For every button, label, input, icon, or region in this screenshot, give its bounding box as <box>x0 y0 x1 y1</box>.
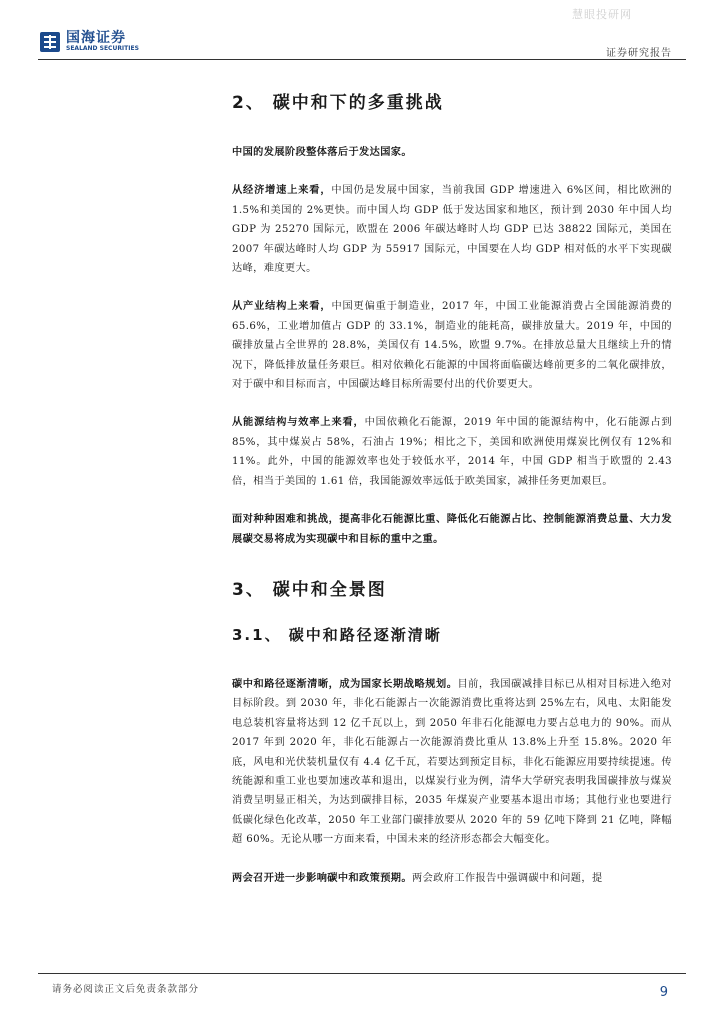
logo-icon <box>40 32 60 52</box>
logo-name-cn: 国海证券 <box>66 30 126 46</box>
section-2-intro: 中国的发展阶段整体落后于发达国家。 <box>232 146 412 158</box>
paragraph-body: 两会政府工作报告中强调碳中和问题，提 <box>412 872 603 884</box>
paragraph-conclusion: 面对种种困难和挑战，提高非化石能源比重、降低化石能源占比、控制能源消费总量、大力发展碳交易将成为实现碳中和目标的重中之重。 <box>232 513 672 545</box>
report-type-label: 证券研究报告 <box>606 48 672 59</box>
paragraph-body: 中国仍是发展中国家，当前我国 GDP 增速进入 6%区间，相比欧洲的 1.5%和美国的 2%更快。而中国人均 GDP 低于发达国家和地区，预计到 2030 年中国人均 GDP 为 25270 国际元，欧盟在 2006 年碳达峰时人均 GDP 已达 38822 国际元，美国在 2007 年碳达峰时人均 GDP 为 55917 国际元，中国要在人均 GDP 相对低的水平下实现碳达峰，难度更大。 <box>232 185 672 275</box>
paragraph-carbon-path <box>232 675 672 850</box>
paragraph-economic-growth <box>232 181 672 278</box>
paragraph-energy-structure <box>232 413 672 491</box>
main-content <box>232 88 672 888</box>
paragraph-two-sessions <box>232 869 672 888</box>
section-3-1-heading: 3.1、 碳中和路径逐渐清晰 <box>232 625 442 644</box>
company-logo <box>40 31 139 53</box>
footer-divider <box>38 973 686 974</box>
paragraph-industry-structure <box>232 297 672 394</box>
disclaimer-note: 请务必阅读正文后免责条款部分 <box>52 984 200 995</box>
section-3-heading: 3、 碳中和全景图 <box>232 579 387 600</box>
logo-name-en: SEALAND SECURITIES <box>66 45 139 52</box>
watermark-text: 慧眼投研网 <box>572 8 632 21</box>
paragraph-lead: 从产业结构上来看， <box>232 300 332 313</box>
header-divider <box>38 59 686 60</box>
paragraph-body: 中国更偏重于制造业，2017 年，中国工业能源消费占全国能源消费的 65.6%，工业增加值占 GDP 的 33.1%，制造业的能耗高，碳排放量大。2019 年，中国的碳排放量占全世界的 28.8%，美国仅有 14.5%，欧盟 9.7%。在排放总量大且继续上升的情况下，降低排放量任务艰巨。相对依赖化石能源的中国将面临碳达峰前更多的二氧化碳排放，对于碳中和目标而言，中国碳达峰目标所需要付出的代价要更大。 <box>232 301 672 391</box>
paragraph-body: 目前，我国碳减排目标已从相对目标进入绝对目标阶段。到 2030 年，非化石能源占一次能源消费比重将达到 25%左右，风电、太阳能发电总装机容量将达到 12 亿千瓦以上，到 2050 年非石化能源电力要占总电力的 90%。而从 2017 年到 2020 年，非化石能源占一次能源消费比重从 13.8%上升至 15.8%。2020 年底，风电和光伏装机量仅有 4.4 亿千瓦，若要达到预定目标，非化石能源应用要持续提速。传统能源和重工业也要加速改革和退出，以煤炭行业为例，清华大学研究表明我国碳排放与煤炭消费呈明显正相关，为达到碳排目标，2035 年煤炭产业要基本退出市场；其他行业也要进行低碳化绿色化改革，2050 年工业部门碳排放要从 2020 年的 59 亿吨下降到 21 亿吨，降幅超 60%。无论从哪一方面来看，中国未来的经济形态都会大幅变化。 <box>232 678 672 846</box>
paragraph-lead: 碳中和路径逐渐清晰，成为国家长期战略规划。 <box>232 677 458 690</box>
paragraph-lead: 从经济增速上来看， <box>232 184 332 197</box>
paragraph-lead: 从能源结构与效率上来看， <box>232 416 365 429</box>
paragraph-lead: 两会召开进一步影响碳中和政策预期。 <box>232 871 412 884</box>
page-number: 9 <box>659 985 668 1000</box>
section-2-heading: 2、 碳中和下的多重挑战 <box>232 93 444 113</box>
paragraph-body: 中国依赖化石能源，2019 年中国的能源结构中，化石能源占到 85%，其中煤炭占 58%，石油占 19%；相比之下，美国和欧洲使用煤炭比例仅有 12%和 11%。此外，中国的能源效率也处于较低水平，2014 年，中国 GDP 相当于欧盟的 2.43 倍，相当于美国的 1.61 倍，我国能源效率远低于欧美国家，减排任务更加艰巨。 <box>232 417 672 487</box>
